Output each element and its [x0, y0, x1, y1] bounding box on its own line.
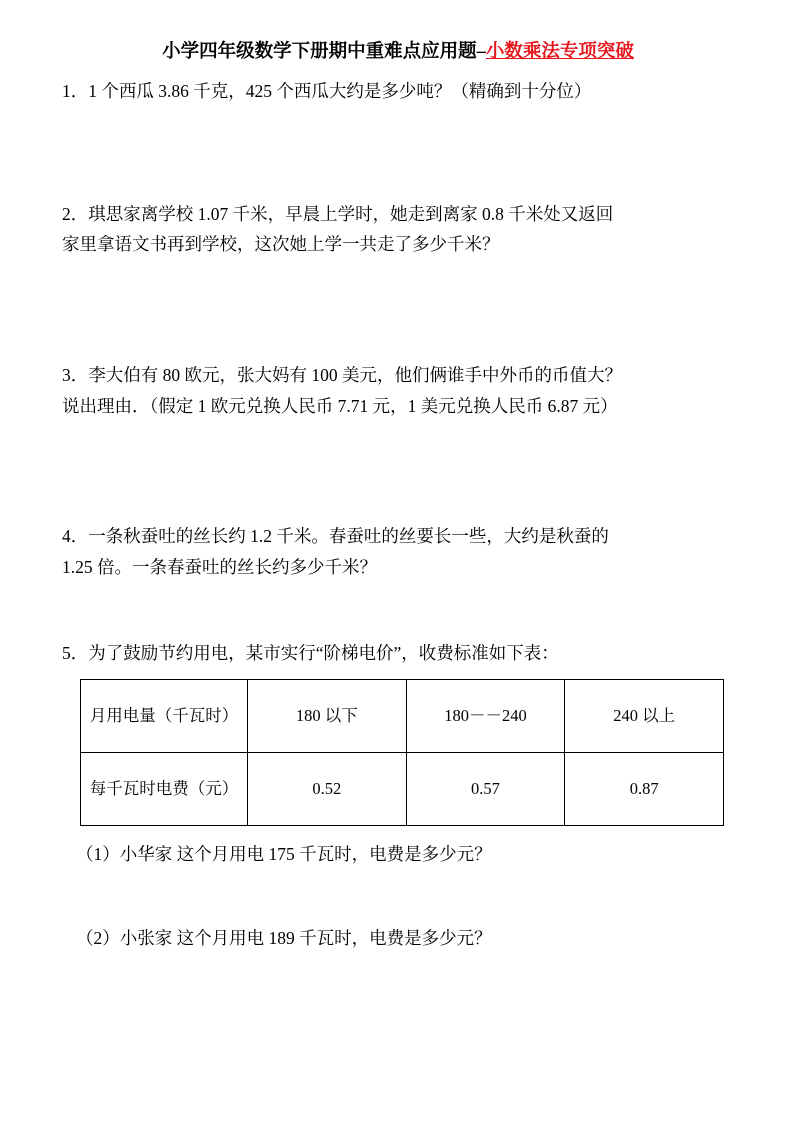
- sub-question-2: （2）小张家 这个月用电 189 千瓦时，电费是多少元？: [76, 927, 492, 948]
- answer-space-4: [62, 582, 734, 638]
- table-row2-cell-1: 0.52: [248, 753, 407, 826]
- question-2-line1: 琪思家离学校 1.07 千米，早晨上学时，她走到离家 0.8 千米处又返回: [88, 203, 614, 224]
- table-row1-cell-3: 240 以上: [565, 680, 724, 753]
- answer-space-1: [62, 107, 734, 199]
- answer-space-3: [62, 421, 734, 521]
- question-3-line1: 李大伯有 80 欧元，张大妈有 100 美元，他们俩谁手中外币的币值大？: [88, 364, 622, 385]
- page-title: [62, 40, 734, 64]
- table-row2-cell-3: 0.87: [565, 753, 724, 826]
- sub-question-1: （1）小华家 这个月用电 175 千瓦时，电费是多少元？: [76, 844, 492, 865]
- table-row2-header: 每千瓦时电费（元）: [81, 753, 248, 826]
- answer-space-5a: [62, 870, 734, 924]
- question-3: [62, 360, 734, 421]
- question-2-line2: 家里拿语文书再到学校，这次她上学一共走了多少千米？: [62, 234, 500, 255]
- question-4-line2: 1.25 倍。一条春蚕吐的丝长约多少千米？: [62, 556, 377, 577]
- question-3-line2: 说出理由．（假定 1 欧元兑换人民币 7.71 元，1 美元兑换人民币 6.87 元）: [62, 395, 618, 416]
- question-4: [62, 521, 734, 582]
- question-5: [62, 638, 734, 669]
- page-title-red: 小数乘法专项突破: [485, 42, 634, 62]
- answer-space-2: [62, 260, 734, 360]
- question-1-text: 1 个西瓜 3.86 千克，425 个西瓜大约是多少吨？（精确到十分位）: [88, 81, 592, 102]
- question-4-number: 4．: [62, 526, 89, 547]
- question-4-line1: 一条秋蚕吐的丝长约 1.2 千米。春蚕吐的丝要长一些，大约是秋蚕的: [88, 526, 609, 547]
- table-row1-header: 月用电量（千瓦时）: [81, 680, 248, 753]
- document-body: [62, 40, 734, 954]
- page-title-black: 小学四年级数学下册期中重难点应用题–: [162, 42, 486, 62]
- question-2: [62, 199, 734, 260]
- electricity-rate-table: [80, 679, 724, 826]
- table-row: [81, 680, 724, 753]
- question-1-number: 1．: [62, 81, 89, 102]
- table-row1-cell-1: 180 以下: [248, 680, 407, 753]
- question-5-text: 为了鼓励节约用电，某市实行“阶梯电价”，收费标准如下表：: [88, 643, 559, 664]
- table-row: [81, 753, 724, 826]
- question-1: [62, 76, 734, 107]
- table-row1-cell-2: 180－－240: [406, 680, 565, 753]
- question-2-number: 2．: [62, 203, 89, 224]
- table-row2-cell-2: 0.57: [406, 753, 565, 826]
- question-3-number: 3．: [62, 364, 89, 385]
- question-5-number: 5．: [62, 643, 89, 664]
